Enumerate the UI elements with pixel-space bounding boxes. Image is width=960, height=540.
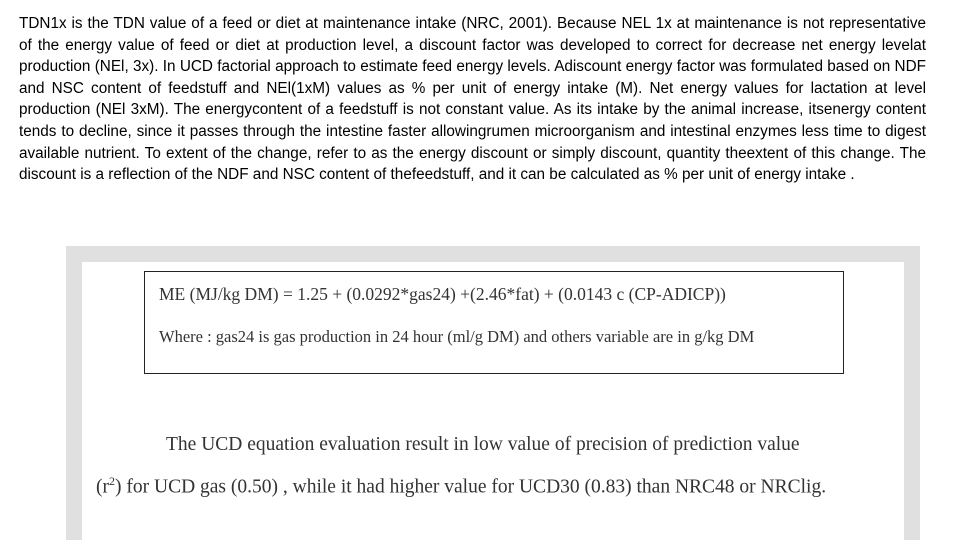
equation-box xyxy=(144,271,844,374)
result-r-prefix: (r xyxy=(96,476,109,498)
body-paragraph: TDN1x is the TDN value of a feed or diet at maintenance intake (NRC, 2001). Because NEL 1x at maintenance is not representative of the energy value of feed or diet at production level, a discount factor was developed to correct for decrease net energy levelat production (NEl, 3x). In UCD factorial approach to estimate feed energy levels. Adiscount energy factor was formulated based on NDF and NSC content of feedstuff and NEl(1xM) values as % per unit of energy intake (M). Net energy values for lactation at level production (NEl 3xM). The energycontent of a feedstuff is not constant value. As its intake by the animal increase, itsenergy content tends to decline, since it passes through the intestine faster allowingrumen microorganism and intestinal enzymes less time to digest available nutrient. To extent of the change, refer to as the energy discount or simply discount, quantity theextent of this change. The discount is a reflection of the NDF and NSC content of thefeedstuff, and it can be calculated as % per unit of energy intake . xyxy=(19,15,926,184)
result-line-1: The UCD equation evaluation result in low value of precision of prediction value xyxy=(166,434,800,455)
result-rest: ) for UCD gas (0.50) , while it had higher value for UCD30 (0.83) than NRC48 or NRClig. xyxy=(115,476,827,498)
evaluation-result-text xyxy=(96,426,904,506)
equation-formula: ME (MJ/kg DM) = 1.25 + (0.0292*gas24) +(2.46*fat) + (0.0143 c (CP-ADICP)) xyxy=(159,284,726,304)
equation-where-note: Where : gas24 is gas production in 24 hour (ml/g DM) and others variable are in g/kg DM xyxy=(159,327,755,346)
result-r-superscript: 2 xyxy=(109,474,115,488)
embedded-image-frame xyxy=(66,246,920,540)
embedded-image xyxy=(82,262,904,540)
